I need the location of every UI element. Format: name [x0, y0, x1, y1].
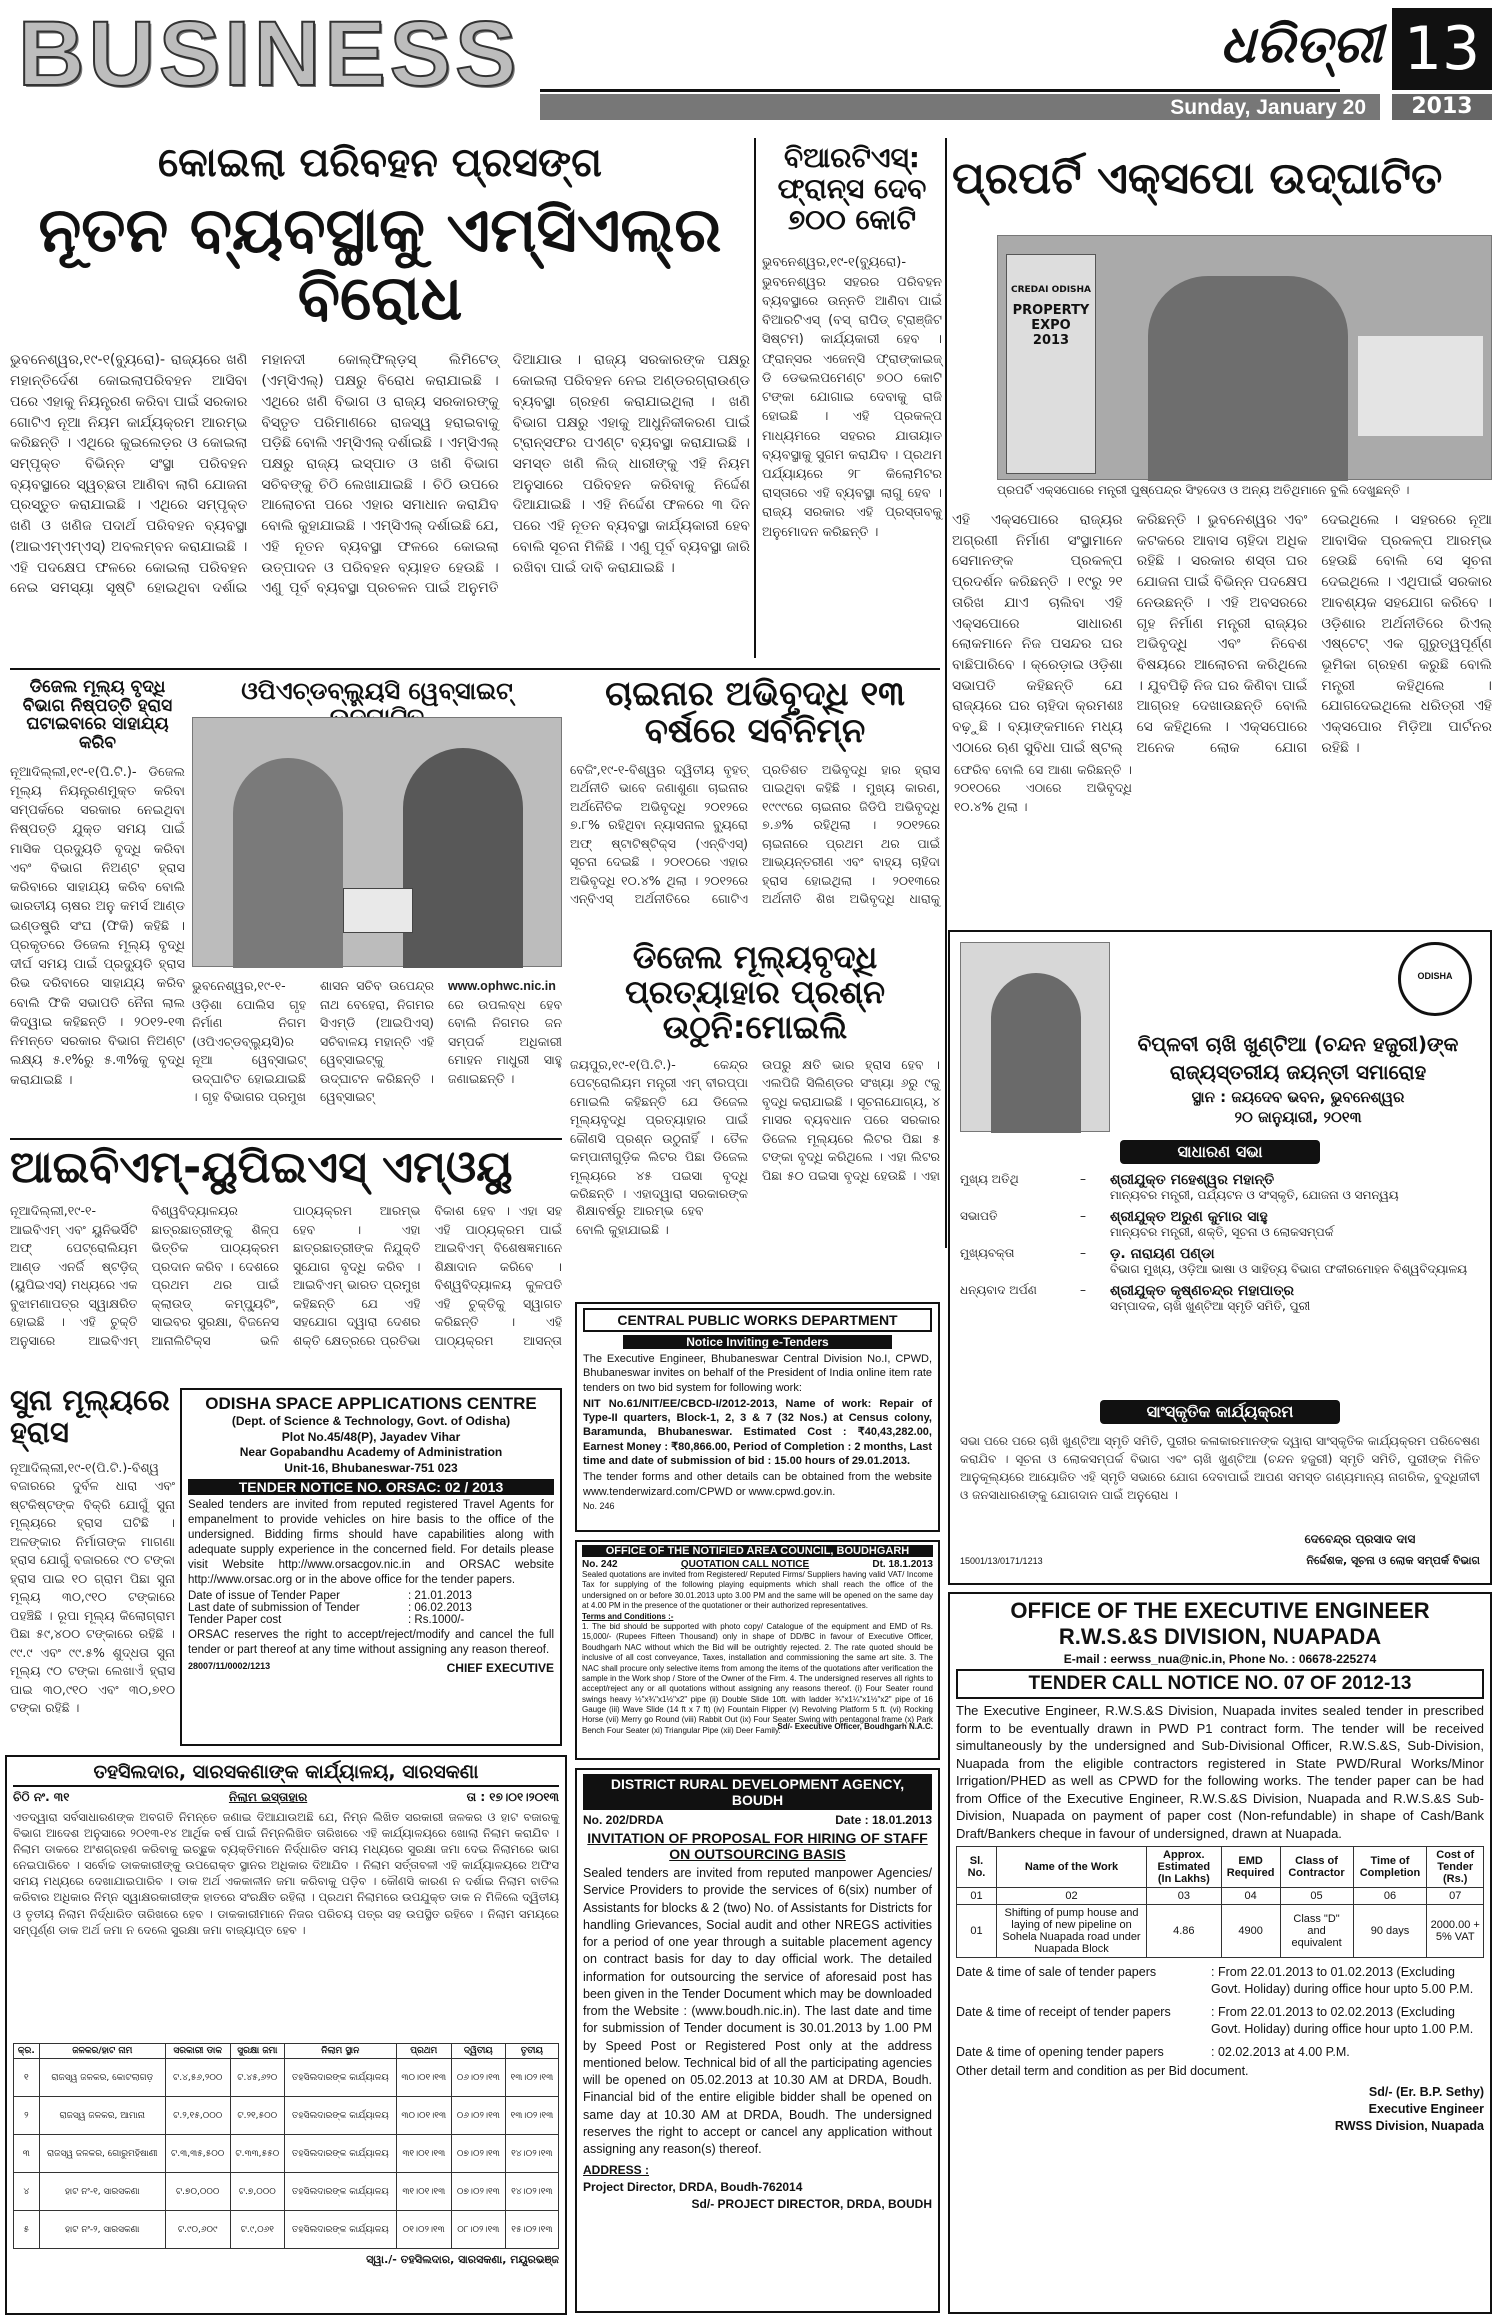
program-name: ଶ୍ରୀଯୁକ୍ତ ମହେଶ୍ୱର ମହାନ୍ତି	[1110, 1172, 1275, 1188]
table-number-row	[957, 1888, 1484, 1905]
diesel-rollback-headline: ଡିଜେଲ ମୂଲ୍ୟବୃଦ୍ଧି ପ୍ରତ୍ୟାହାର ପ୍ରଶ୍ନ ଉଠୁନି:ମୋଇଲି	[624, 938, 886, 1047]
page-number: 13	[1392, 8, 1492, 90]
column-header: ନିଲାମ ସ୍ଥାନ	[285, 2044, 396, 2059]
table-cell: ୦୧।୦୨।୧୩	[396, 2211, 451, 2249]
table-cell: ୧୪।୦୨।୧୩	[505, 2173, 558, 2211]
table-row	[14, 2135, 559, 2173]
tahasil-title: ତହସିଲଦାର, ସାରସକଣାଙ୍କ କାର୍ଯ୍ୟାଳୟ, ସାରସକଣା	[13, 1761, 559, 1787]
program-detail: ସମ୍ପାଦକ, ଚାଖି ଖୁଣ୍ଟିଆ ସ୍ମୃତି ସମିତି, ପୁରୀ	[1110, 1299, 1311, 1313]
nac-heading: QUOTATION CALL NOTICE	[680, 1559, 810, 1570]
table-cell: ତହସିଲଦାରଙ୍କ କାର୍ଯ୍ୟାଳୟ	[285, 2211, 396, 2249]
masthead	[0, 0, 1500, 120]
chakhi-signer: ଦେବେନ୍ଦ୍ର ପ୍ରସାଦ ଦାସ	[1304, 1532, 1416, 1546]
ibm-headline: ଆଇବିଏମ୍-ୟୁପିଇଏସ୍ ଏମ୍‌ଓୟୁ	[10, 1142, 513, 1193]
drda-date: Date : 18.01.2013	[835, 1813, 932, 1827]
program-role: ମୁଖ୍ୟବକ୍ତା	[960, 1246, 1015, 1260]
china-body: ବେଜିଂ,୧୯-୧-ବିଶ୍ୱର ଦ୍ୱିତୀୟ ବୃହତ୍ ଅର୍ଥନୀତି ଭାବେ ଜଣାଶୁଣା ଚାଇନାର ଅର୍ଥନୈତିକ ଅଭିବୃଦ୍ଧି ୨୦୧୨ରେ ୭.୮% ରହିଥିବା ନ୍ୟାସନାଲ ବ୍ୟୁରୋ ଅଫ୍ ଷ୍ଟାଟିଷ୍ଟିକ୍ସ (ଏନ୍‌ବିଏସ୍) ସୂଚନା ଦେଇଛି । ୨୦୧୦ରେ ଏହାର ଅଭିବୃଦ୍ଧି ୧୦.୪% ଥିଲା । ୨୦୧୨ରେ ଏନ୍‌ବିଏସ୍ ଅର୍ଥନୀତିରେ ଗୋଟିଏ ପ୍ରତିଶତ ଅଭିବୃଦ୍ଧି ହାର ହ୍ରାସ ପାଇଥିବା କହିଛି । ମୁଖ୍ୟ କାରଣ, ୧୯୯୯ରେ ଚାଇନାର ଜିଡିପି ଅଭିବୃଦ୍ଧି ୭.୬% ରହିଥିଲା । ୨୦୧୨ରେ ଚାଇନାରେ ପ୍ରଥମ ଥର ପାଇଁ ଆଭ୍ୟନ୍ତରୀଣ ଏବଂ ବାହ୍ୟ ଚାହିଦା ହ୍ରାସ ହୋଇଥିଲା । ୨୦୧୩ରେ ଅର୍ଥନୀତି ଶିଖ ଅଭିବୃଦ୍ଧି ଧାରାକୁ ଫେରିବ ବୋଲି ସେ ଆଶା କରିଛନ୍ତି । ୨୦୧୦ରେ ଏଠାରେ ଅଭିବୃଦ୍ଧି ୧୦.୪% ଥିଲା ।	[570, 761, 1132, 907]
date-bar	[540, 94, 1380, 120]
table-cell: ୪	[14, 2173, 40, 2211]
lead-headline: ନୂତନ ବ୍ୟବସ୍ଥାକୁ ଏମ୍‌ସିଏଲ୍‌ର ବିରୋଧ	[38, 193, 722, 335]
table-cell: ଟ.୭,୦୦୦	[230, 2173, 285, 2211]
table-cell: ୦୭।୦୨।୧୩	[451, 2135, 505, 2173]
rwss-contact: E-mail : eerwss_nua@nic.in, Phone No. : 06678-225274	[1063, 1652, 1377, 1666]
ibm-story	[10, 1140, 704, 1380]
osac-tender-no: TENDER NOTICE NO. ORSAC: 02 / 2013	[188, 1479, 554, 1495]
brts-body: ଭୁବନେଶ୍ୱର,୧୯-୧(ବ୍ୟୁରୋ)- ଭୁବନେଶ୍ୱର ସହରର ପରିବହନ ବ୍ୟବସ୍ଥାରେ ଉନ୍ନତି ଆଣିବା ପାଇଁ ବିଆରଟିଏସ୍ (ବସ୍ ରାପିଡ୍ ଟ୍ରାଞ୍ଜିଟ ସିଷ୍ଟମ) କାର୍ଯ୍ୟକାରୀ ହେବ । ଫ୍ରାନ୍ସର ଏଜେନ୍ସି ଫ୍ରାଙ୍କାଇଜ୍ ଡି ଡେଭଲପମେଣ୍ଟ ୭୦୦ କୋଟି ଟଙ୍କା ଯୋଗାଇ ଦେବାକୁ ରାଜି ହୋଇଛି । ଏହି ପ୍ରକଳ୍ପ ମାଧ୍ୟମରେ ସହରର ଯାତାୟାତ ବ୍ୟବସ୍ଥାକୁ ସୁଗମ କରାଯିବ । ପ୍ରଥମ ପର୍ଯ୍ୟାୟରେ ୨୮ କିଲୋମିଟର ରାସ୍ତାରେ ଏହି ବ୍ୟବସ୍ଥା ଲାଗୁ ହେବ । ରାଜ୍ୟ ସରକାର ଏହି ପ୍ରସ୍ତାବକୁ ଅନୁମୋଦନ କରିଛନ୍ତି ।	[762, 255, 942, 540]
rwss-tender: TENDER CALL NOTICE NO. 07 OF 2012-13	[956, 1669, 1484, 1699]
ophwc-text: ଭୁବନେଶ୍ୱର,୧୯-୧-ଓଡ଼ିଶା ପୋଲିସ ଗୃହ ନିର୍ମାଣ ନିଗମ (ଓପିଏଚ୍‌ଡବ୍ଲ୍ୟୁସି)ର ନୂଆ ୱେବ୍‌ସାଇଟ୍ ଉଦ୍‌ଘାଟିତ ହୋଇଯାଇଛି । ଗୃହ ବିଭାଗର ପ୍ରମୁଖ ଶାସନ ସଚିବ ଉପେନ୍ଦ୍ର ନାଥ ବେହେରା, ନିଗମର ସିଏମ୍‌ଡି (ଆଇପିଏସ୍) ସଚିବାଳୟ ମହାନ୍ତି ଏହି ୱେବ୍‌ସାଇଟ୍‌କୁ ଉଦ୍‌ଘାଟନ କରିଛନ୍ତି । ୱେବ୍‌ସାଇଟ୍	[192, 978, 434, 1104]
issue-date: Sunday, January 20	[1170, 96, 1366, 119]
column-header: ସୁରକ୍ଷା ଜମା	[230, 2044, 285, 2059]
rwss-table	[956, 1846, 1484, 1958]
program-name: ଡ଼. ନାରାୟଣ ପଣ୍ଡା	[1110, 1246, 1215, 1262]
program-name: ଶ୍ରୀଯୁକ୍ତ କୃଷ୍ଣଚନ୍ଦ୍ର ମହାପାତ୍ର	[1110, 1283, 1294, 1299]
column-header: EMD Required	[1221, 1847, 1280, 1888]
table-cell: 06	[1353, 1888, 1427, 1905]
table-cell: ରାଜସ୍ୱ ଜଳକର, ଆମାନା	[39, 2097, 165, 2135]
lead-body: ଭୁବନେଶ୍ୱର,୧୯-୧(ବ୍ୟୁରୋ)- ରାଜ୍ୟରେ ଖଣି ମହାନ୍ତିର୍ଦେଶ କୋଇଲାପରିବହନ ଆସିବା ପରେ ଏହାକୁ ନିୟନ୍ତ୍ରଣ କରିବା ପାଇଁ ସରକାର ଗୋଟିଏ ନୂଆ ନିୟମ କାର୍ଯ୍ୟକ୍ରମ ଆରମ୍ଭ କରିଛନ୍ତି । ଏଥିରେ କୁଇଲେଡ଼ର ଓ କୋଇଲା ସମ୍ପୃକ୍ତ ବିଭିନ୍ନ ସଂସ୍ଥା ପରିବହନ ବ୍ୟବସ୍ଥାରେ ସ୍ୱଚ୍ଛତା ଆଣିବା ଲାଗି ଯୋଜନା ପ୍ରସ୍ତୁତ କରାଯାଇଛି । ଏଥିରେ ସମ୍ପୃକ୍ତ ଖଣି ଓ ଖଣିଜ ପଦାର୍ଥ ପରିବହନ ବ୍ୟବସ୍ଥା (ଆଇଏମ୍‌ଏମ୍‌ଏସ୍) ଅବଲମ୍ବନ କରାଯାଇଛି । ଏହି ପଦକ୍ଷେପ ଫଳରେ କୋଇଲା ପରିବହନ ନେଇ ସମସ୍ୟା ସୃଷ୍ଟି ହୋଇଥିବା ଦର୍ଶାଇ ମହାନଦୀ କୋଲ୍‌ଫିଲ୍ଡ଼ସ୍ ଲିମିଟେଡ୍ (ଏମ୍‌ସିଏଲ୍) ପକ୍ଷରୁ ବିରୋଧ କରାଯାଇଛି । ଏଥିରେ ଖଣି ବିଭାଗ ଓ ରାଜ୍ୟ ସରକାରଙ୍କୁ ବିସ୍ତୃତ ପରିମାଣରେ ରାଜସ୍ୱ ହରାଇବାକୁ ପଡ଼ିଛି ବୋଲି ଏମ୍‌ସିଏଲ୍ ଦର୍ଶାଇଛି । ଏମ୍‌ସିଏଲ୍ ପକ୍ଷରୁ ରାଜ୍ୟ ଇସ୍ପାତ ଓ ଖଣି ବିଭାଗ ସଚିବଙ୍କୁ ଚିଠି ଲେଖାଯାଇଛି । ଚିଠି ଉପରେ ଆଲୋଚନା ପରେ ଏହାର ସମାଧାନ କରାଯିବ ବୋଲି କୁହାଯାଇଛି । ଏମ୍‌ସିଏଲ୍ ଦର୍ଶାଇଛି ଯେ, ଏହି ନୂତନ ବ୍ୟବସ୍ଥା ଫଳରେ କୋଇଲା ଉତ୍ପାଦନ ଓ ପରିବହନ ବ୍ୟାହତ ହେଉଛି । ଏଣୁ ପୂର୍ବ ବ୍ୟବସ୍ଥା ପ୍ରଚଳନ ପାଇଁ ଅନୁମତି ଦିଆଯାଉ । ରାଜ୍ୟ ସରକାରଙ୍କ ପକ୍ଷରୁ କୋଇଲା ପରିବହନ ନେଇ ଅଣ୍ଡରଗ୍ରାଉଣ୍ଡ ବ୍ୟବସ୍ଥା ଗ୍ରହଣ କରାଯାଇଥିଲା । ଖଣି ବିଭାଗ ପକ୍ଷରୁ ଏହାକୁ ଆଧୁନିକୀକରଣ ପାଇଁ ଟ୍ରାନ୍ସଫର ପଏଣ୍ଟ ବ୍ୟବସ୍ଥା କରାଯାଇଛି । ସମସ୍ତ ଖଣି ଲିଜ୍ ଧାରୀଙ୍କୁ ଏହି ନିୟମ ଅନୁସାରେ ପରିବହନ କରିବାକୁ ନିର୍ଦ୍ଦେଶ ଦିଆଯାଇଛି । ଏହି ନିର୍ଦ୍ଦେଶ ଫଳରେ ୩ ଦିନ ପରେ ଏହି ନୂତନ ବ୍ୟବସ୍ଥା କାର୍ଯ୍ୟକାରୀ ହେବ ବୋଲି ସୂଚନା ମିଳିଛି । ଏଣୁ ପୂର୍ବ ବ୍ୟବସ୍ଥା ଜାରି ରଖିବା ପାଇଁ ଦାବି କରାଯାଇଛି ।	[10, 352, 750, 597]
nac-notice	[575, 1540, 940, 1760]
program-rows: ମୁଖ୍ୟ ଅତିଥି – ଶ୍ରୀଯୁକ୍ତ ମହେଶ୍ୱର ମହାନ୍ତି ମାନ୍ୟବର ମନ୍ତ୍ରୀ, ପର୍ଯ୍ୟଟନ ଓ ସଂସ୍କୃତି, ଯୋଜନା ଓ ସମନ୍ୱୟ ସଭାପତି – ଶ୍ରୀଯୁକ୍ତ ଅରୁଣ କୁମାର ସାହୁ ମାନ୍ୟବର ମନ୍ତ୍ରୀ, ଶକ୍ତି, ସୂଚନା ଓ ଲୋକସମ୍ପର୍କ ମୁଖ୍ୟବକ୍ତା – ଡ଼. ନାରାୟଣ ପଣ୍ଡା ବିଭାଗ ମୁଖ୍ୟ, ଓଡ଼ିଆ ଭାଷା ଓ ସାହିତ୍ୟ ବିଭାଗ ଫକୀରମୋହନ ବିଶ୍ୱବିଦ୍ୟାଳୟ ଧନ୍ୟବାଦ ଅର୍ପଣ – ଶ୍ରୀଯୁକ୍ତ କୃଷ୍ଣଚନ୍ଦ୍ର ମହାପାତ୍ର ସମ୍ପାଦକ, ଚାଖି ଖୁଣ୍ଟିଆ ସ୍ମୃତି ସମିତି, ପୁରୀ	[960, 1172, 1480, 1320]
expo-photo	[997, 235, 1492, 480]
nac-date: Dt. 18.1.2013	[872, 1559, 933, 1570]
person-right	[403, 748, 523, 968]
china-story	[570, 672, 1132, 937]
rwss-date-label: Date & time of receipt of tender papers	[956, 2005, 1171, 2020]
portrait	[960, 942, 1110, 1132]
osac-date-label: Last date of submission of Tender	[188, 1602, 360, 1614]
table-cell: ହାଟ ନଂ-୨, ସାରସକଣା	[39, 2211, 165, 2249]
person-left	[233, 758, 343, 968]
rwss-title-2: R.W.S.&S DIVISION, NUAPADA	[1058, 1624, 1382, 1649]
diesel-rise-headline: ଡିଜେଲ ମୂଲ୍ୟ ବୃଦ୍ଧି ବିଭାଗ ନିଷ୍ପତ୍ତି ହ୍ରାସ ଘଟାଇବାରେ ସାହାଯ୍ୟ କରିବ	[22, 677, 173, 754]
program-role: ଧନ୍ୟବାଦ ଅର୍ପଣ	[960, 1283, 1037, 1297]
chakhi-header	[1118, 1032, 1478, 1126]
table-cell: ତହସିଲଦାରଙ୍କ କାର୍ଯ୍ୟାଳୟ	[285, 2173, 396, 2211]
column-header: ପ୍ରଥମ	[396, 2044, 451, 2059]
cultural-text: ସଭା ପରେ ପରେ ଚାଖି ଖୁଣ୍ଟିଆ ସ୍ମୃତି ସମିତି, ପୁରୀର କଳାକାରମାନଙ୍କ ଦ୍ୱାରା ସାଂସ୍କୃତିକ କାର୍ଯ୍ୟକ୍ରମ ପରିବେଷଣ କରାଯିବ । ସୂଚନା ଓ ଲୋକସମ୍ପର୍କ ବିଭାଗ ଏବଂ ଚାଖି ଖୁଣ୍ଟିଆ (ଚନ୍ଦନ ହଜୁରୀ) ସ୍ମୃତି ସମିତି, ପୁରୀଙ୍କ ମିଳିତ ଆନୁକୂଲ୍ୟରେ ଆୟୋଜିତ ଏହି ସ୍ମୃତି ସଭାରେ ଯୋଗ ଦେବାପାଇଁ ଆପଣ ସମସ୍ତ ଗଣ୍ୟମାନ୍ୟ ନାଗରିକ, ବୁଦ୍ଧିଜୀବୀ ଓ ଜନସାଧାରଣଙ୍କୁ ଯୋଗଦାନ ପାଇଁ ଅନୁରୋଧ ।	[960, 1434, 1480, 1502]
tahasil-body: ଏତଦ୍ୱାରା ସର୍ବସାଧାରଣଙ୍କ ଅବଗତି ନିମନ୍ତେ ଜଣାଇ ଦିଆଯାଉଅଛି ଯେ, ନିମ୍ନ ଲିଖିତ ସରକାରୀ ଜଳକର ଓ ହାଟ ବଜାରକୁ ବିଭାଗ ଆଦେଶ ଅନୁସାରେ ୨୦୧୩-୧୪ ଆର୍ଥିକ ବର୍ଷ ପାଇଁ ନିମ୍ନଲିଖିତ ତାରିଖରେ ଏହି କାର୍ଯ୍ୟାଳୟରେ ଖୋଲା ନିଲାମ କରାଯିବ । ନିଲାମ ଡାକରେ ଅଂଶଗ୍ରହଣ କରିବାକୁ ଇଚ୍ଛୁକ ବ୍ୟକ୍ତିମାନେ ନିର୍ଦ୍ଧାରିତ ସମୟ ମଧ୍ୟରେ ସୁରକ୍ଷା ଜମା ଦେଇ ନିଲାମରେ ଭାଗ ନେଇପାରିବେ । ସର୍ବୋଚ୍ଚ ଡାକକାରୀଙ୍କୁ ଉପରୋକ୍ତ ସ୍ଥାନର ଅଧିକାର ଦିଆଯିବ । ନିଲାମ ସର୍ତ୍ତାବଳୀ ଏହି କାର୍ଯ୍ୟାଳୟରେ ଅଫିସ ସମୟ ମଧ୍ୟରେ ଦେଖାଯାଇପାରିବ । ଡାକ ଅର୍ଥ ଏକକାଳୀନ ଜମା କରିବାକୁ ପଡ଼ିବ । କୌଣସି କାରଣ ନ ଦର୍ଶାଇ ନିଲାମ ବାତିଲ କରିବାର ଅଧିକାର ନିମ୍ନ ସ୍ୱାକ୍ଷରକାରୀଙ୍କ ହାତରେ ସଂରକ୍ଷିତ ରହିଲା । ପ୍ରଥମ ନିଲାମରେ ଉପଯୁକ୍ତ ଡାକ ନ ମିଳିଲେ ଦ୍ୱିତୀୟ ଓ ତୃତୀୟ ନିଲାମ ନିର୍ଦ୍ଧାରିତ ତାରିଖରେ ହେବ । ଡାକକାରୀମାନେ ନିଜର ପରିଚୟ ପତ୍ର ସହ ଉପସ୍ଥିତ ରହିବେ । ନିଲାମ ସମୟରେ ସମ୍ପୂର୍ଣ୍ଣ ଡାକ ଅର୍ଥ ଜମା ନ ଦେଲେ ସୁରକ୍ଷା ଜମା ବାଜ୍ୟାପ୍ତ ହେବ ।	[13, 1810, 559, 1937]
expo-caption: ପ୍ରପର୍ଟି ଏକ୍ସପୋରେ ମନ୍ତ୍ରୀ ପୁଷ୍ପେନ୍ଦ୍ର ସିଂହଦେଓ ଓ ଅନ୍ୟ ଅତିଥିମାନେ ବୁଲି ଦେଖୁଛନ୍ତି ।	[997, 483, 1410, 497]
tahasil-notice	[5, 1755, 567, 2315]
nac-terms-title: Terms and Conditions :-	[582, 1611, 674, 1621]
osac-body: Sealed tenders are invited from reputed registered Travel Agents for empanelment to provide vehicles on hire basis to the office of the undersigned. Bidding firms should have capabilities along with adequate supply experience in the concerned field. For details please visit Website http://www.orsacgov.nic.in and ORSAC website http://www.orsac.org or in the above office for the tender papers.	[188, 1499, 554, 1587]
osac-date-value: : Rs.1000/-	[408, 1614, 465, 1626]
osac-date-value: : 21.01.2013	[408, 1590, 472, 1602]
table-cell: 4.86	[1147, 1905, 1222, 1958]
rwss-date-value: : 02.02.2013 at 4.00 P.M.	[1211, 2044, 1350, 2059]
cpwd-title: CENTRAL PUBLIC WORKS DEPARTMENT	[583, 1308, 932, 1332]
osac-footer: ORSAC reserves the right to accept/reject/modify and cancel the full tender or part thereof at any time without assigning any reason thereof.	[188, 1629, 554, 1656]
table-row	[14, 2173, 559, 2211]
rwss-body: The Executive Engineer, R.W.S.&S Division, Nuapada invites sealed tender in prescribed form to be eventually drawn in PWD P1 contract form. The tender will be received simultaneously by the undersigned and Sub-Divisional Officer, R.W.S.&S, Sub-Division, Nuapada from the eligible contractors registered in State PWD/Rural Works/Minor Irrigation/PHED as well as CPWD for the following works. The tender paper can be had from Office of the Executive Engineer, R.W.S.&S Division, Nuapada and R.W.S.&S Sub-Division, Nuapada on payment of paper cost (Non-refundable) in shape of Cash/Bank Draft/Bankers cheque in favour of undersigned, drawn at Nuapada.	[956, 1703, 1484, 1841]
table-cell: ୦୬।୦୨।୧୩	[451, 2097, 505, 2135]
table-row	[14, 2059, 559, 2097]
expo-headline: ପ୍ରପର୍ଟି ଏକ୍ସପୋ ଉଦ୍‌ଘାଟିତ	[952, 153, 1443, 204]
table-row	[14, 2097, 559, 2135]
table-cell: ୩୦।୦୧।୧୩	[396, 2059, 451, 2097]
table-cell: ୨	[14, 2097, 40, 2135]
table-cell: ଟ.୪,୫୬,୨୦୦	[165, 2059, 230, 2097]
tahasil-sign: ସ୍ୱା./- ତହସିଲଦାର, ସାରସକଣା, ମୟୂରଭଞ୍ଜ	[366, 2253, 559, 2266]
table-cell: Class "D" and equivalent	[1280, 1905, 1353, 1958]
newspaper-logo: ଧରିତ୍ରୀ	[1220, 14, 1383, 75]
nac-sign: Sd/- Executive Officer, Boudhgarh N.A.C.	[777, 1721, 933, 1731]
table-cell: ୧	[14, 2059, 40, 2097]
column-header: Cost of Tender (Rs.)	[1427, 1847, 1484, 1888]
cpwd-body: The Executive Engineer, Bhubaneswar Central Division No.I, CPWD, Bhubaneswar invites on behalf of the President of India online item rate tenders on two bid system for following work:	[583, 1353, 932, 1394]
table-cell: ୧୩।୦୨।୧୩	[505, 2059, 558, 2097]
tahasil-no: ଚିଠି ନଂ. ୩୧	[13, 1790, 70, 1804]
rwss-sign: RWSS Division, Nuapada	[1334, 2119, 1484, 2133]
program-role: ମୁଖ୍ୟ ଅତିଥି	[960, 1172, 1019, 1186]
table-cell: ରାଜସ୍ୱ ଜଳକର, କୋଟଲାଗଡ଼	[39, 2059, 165, 2097]
ophwc-url[interactable]: www.ophwc.nic.in	[448, 979, 556, 993]
cpwd-ref: No. 246	[583, 1500, 615, 1511]
table-cell: ଟ.୯୦,୬୦୯	[165, 2211, 230, 2249]
table-cell: 4900	[1221, 1905, 1280, 1958]
table-cell: 05	[1280, 1888, 1353, 1905]
drda-heading: INVITATION OF PROPOSAL FOR HIRING OF STAFF ON OUTSOURCING BASIS	[587, 1830, 928, 1862]
osac-address	[188, 1414, 554, 1476]
cpwd-notice	[575, 1302, 940, 1532]
osac-title: ODISHA SPACE APPLICATIONS CENTRE	[205, 1394, 537, 1413]
table-row	[14, 2211, 559, 2249]
table-cell: ଟ.୭୦,୦୦୦	[165, 2173, 230, 2211]
table-header-row	[957, 1847, 1484, 1888]
table-cell: ୫	[14, 2211, 40, 2249]
table-cell: 02	[997, 1888, 1147, 1905]
expo-body-side	[952, 330, 992, 331]
table-cell: ରାଜସ୍ୱ ଜଳକର, ଗୋରୁମହିଷାଣୀ	[39, 2135, 165, 2173]
cpwd-nit: NIT No.61/NIT/EE/CBCD-I/2012-2013, Name of work: Repair of Type-II quarters, Block-1, 2, 3 & 7 (32 Nos.) at Census colony, Baramunda, Bhubaneswar. Estimated Cost : ₹40,43,282.00, Earnest Money : ₹80,866.00, Period of Completion : 2 months, Last time and date of submission of bid : 15.00 hours of 29.01.2013.	[583, 1397, 932, 1468]
column-divider	[945, 138, 947, 1248]
table-header-row	[14, 2044, 559, 2059]
tahasil-heading: ନିଲାମ ଇସ୍ତାହାର	[228, 1790, 308, 1804]
osac-date-label: Tender Paper cost	[188, 1614, 282, 1626]
nac-terms: 1. The bid should be supported with photo copy/ Catalogue of the equipment and EMD of Rs. 15,000/- (Rupees Fifteen Thousand) only in shape of DD/BC in favour of Executive Officer, Boudhgarh NAC without which the Bid will be outrightly rejected. 2. The rate quoted should be inclusive of all cost conveyance, Taxes, installation and commissioning the same art site. 3. The NAC shall procure only selective items from among the items of the quotations after verification the sample in the Work shop / Store of the Owner of the Firm. 4. The undersigned reserves all rights to accept/reject any or all quotations without assigning any reasons thereof. (i) Four Seater round swings heavy ½"x¾"x1½"x2" pipe (ii) Double Slide 10ft. with ladder ¾"x1¼"x1½"x2" pipe of 16 Gauge (iii) Wave Slide (14 ft x 7 ft) (iv) Fountain Flipper (v) Revolving Platform 5 ft. (vi) Rocking Horse (vii) Merry go Round (viii) Rabbit Out (ix) Four Seater Swing with pentagonal frame (x) Park Bench Four Seater (xi) Triangular Pipe (xii) Deer Family.	[582, 1621, 933, 1735]
chakhi-notice	[948, 930, 1492, 1585]
drda-address: Project Director, DRDA, Boudh-762014	[583, 2180, 803, 2195]
table-cell: ୦୭।୦୨।୧୩	[451, 2173, 505, 2211]
table-cell: ଟ.୪୫,୬୨୦	[230, 2059, 285, 2097]
column-header: Name of the Work	[997, 1847, 1147, 1888]
ophwc-story	[192, 672, 562, 1137]
exhibit-models	[1358, 336, 1483, 436]
chakhi-date: ୨୦ ଜାନୁୟାରୀ, ୨୦୧୩	[1234, 1108, 1362, 1126]
gold-headline: ସୁନା ମୂଲ୍ୟରେ ହ୍ରାସ	[10, 1383, 170, 1449]
nac-no: No. 242	[582, 1559, 618, 1570]
issue-year: 2013	[1392, 94, 1492, 120]
portrait-figure	[991, 973, 1081, 1133]
drda-no: No. 202/DRDA	[583, 1813, 664, 1827]
tahasil-table	[13, 2043, 559, 2249]
rwss-date-value: : From 22.01.2013 to 01.02.2013 (Excluding Govt. Holiday) during office hour upto 5.00 P.M.	[1211, 1965, 1474, 1997]
table-cell: ଟ.୩୩,୫୫୦	[230, 2135, 285, 2173]
diesel-rollback-story	[570, 940, 940, 1300]
rwss-date-label: Date & time of opening tender papers	[956, 2044, 1164, 2059]
brts-headline: ବିଆରଟିଏସ୍: ଫ୍ରାନ୍ସ ଦେବ ୭୦୦ କୋଟି	[777, 141, 927, 236]
table-cell: ଟ.୨୧,୫୦୦	[230, 2097, 285, 2135]
table-cell: ୩	[14, 2135, 40, 2173]
rwss-sign: Executive Engineer	[1368, 2102, 1484, 2117]
expo-body: ଏହି ଏକ୍ସପୋରେ ରାଜ୍ୟର ଅଗ୍ରଣୀ ନିର୍ମାଣ ସଂସ୍ଥାମାନେ ସେମାନଙ୍କ ପ୍ରକଳ୍ପ ପ୍ରଦର୍ଶନ କରିଛନ୍ତି । ୧୯ରୁ ୨୧ ତାରିଖ ଯାଏ ଚାଲିବା ଏହି ଏକ୍ସପୋରେ ସାଧାରଣ ଲୋକମାନେ ନିଜ ପସନ୍ଦର ଘର ବାଛିପାରିବେ । କ୍ରେଡ଼ାଇ ଓଡ଼ିଶା ସଭାପତି କହିଛନ୍ତି ଯେ ରାଜ୍ୟରେ ଘର ଚାହିଦା କ୍ରମଶଃ ବଢ଼ୁଛି । ବ୍ୟାଙ୍କମାନେ ମଧ୍ୟ ଏଠାରେ ଋଣ ସୁବିଧା ପାଇଁ ଷ୍ଟଲ୍ କରିଛନ୍ତି । ଭୁବନେଶ୍ୱର ଏବଂ କଟକରେ ଆବାସ ଚାହିଦା ଅଧିକ ରହିଛି । ସରକାର ଶସ୍ତା ଘର ଯୋଜନା ପାଇଁ ବିଭିନ୍ନ ପଦକ୍ଷେପ ନେଉଛନ୍ତି । ଏହି ଅବସରରେ ଗୃହ ନିର୍ମାଣ ମନ୍ତ୍ରୀ ରାଜ୍ୟର ଅଭିବୃଦ୍ଧି ଏବଂ ନିବେଶ ବିଷୟରେ ଆଲୋଚନା କରିଥିଲେ । ଯୁବପିଢ଼ି ନିଜ ଘର କିଣିବା ପାଇଁ ଆଗ୍ରହ ଦେଖାଉଛନ୍ତି ବୋଲି ସେ କହିଥିଲେ । ଏକ୍ସପୋରେ ଅନେକ ଲୋକ ଯୋଗ ଦେଇଥିଲେ । ସହରରେ ନୂଆ ଆବାସିକ ପ୍ରକଳ୍ପ ଆରମ୍ଭ ହେଉଛି ବୋଲି ସେ ସୂଚନା ଦେଇଥିଲେ । ଏଥିପାଇଁ ସରକାର ଆବଶ୍ୟକ ସହଯୋଗ କରିବେ । ଓଡ଼ିଶାର ଅର୍ଥନୀତିରେ ରିଏଲ୍ ଏଷ୍ଟେଟ୍ ଏକ ଗୁରୁତ୍ୱପୂର୍ଣ୍ଣ ଭୂମିକା ଗ୍ରହଣ କରୁଛି ବୋଲି ମନ୍ତ୍ରୀ କହିଥିଲେ । ଯୋଗଦେଇଥିଲେ ଧରିତ୍ରୀ ଏହି ଏକ୍ସପୋର ମିଡ଼ିଆ ପାର୍ଟନର ରହିଛି ।	[952, 512, 1492, 756]
ophwc-photo	[192, 717, 562, 967]
table-cell: ତହସିଲଦାରଙ୍କ କାର୍ଯ୍ୟାଳୟ	[285, 2135, 396, 2173]
table-cell: ଟ.୨,୧୫,୦୦୦	[165, 2097, 230, 2135]
ophwc-text-2: ରେ ଉପଲବ୍ଧ ହେବ ବୋଲି ନିଗମର ଜନ ସମ୍ପର୍କ ଅଧିକାରୀ ମୋହନ ମାଧୁରୀ ସାହୁ ଜଣାଇଛନ୍ତି ।	[448, 996, 562, 1086]
chakhi-title: ବିପ୍ଳବୀ ଚାଖି ଖୁଣ୍ଟିଆ (ଚନ୍ଦନ ହଜୁରୀ)ଙ୍କ	[1137, 1032, 1459, 1056]
drda-sign: Sd/- PROJECT DIRECTOR, DRDA, BOUDH	[691, 2196, 932, 2211]
drda-address-label: ADDRESS :	[583, 2163, 650, 2178]
expo-banner-text: PROPERTY EXPO 2013	[1012, 303, 1090, 348]
chakhi-subtitle: ରାଜ୍ୟସ୍ତରୀୟ ଜୟନ୍ତୀ ସମାରୋହ	[1169, 1060, 1427, 1084]
osac-ref: 28007/11/0002/1213	[188, 1660, 271, 1671]
table-cell: 90 days	[1353, 1905, 1427, 1958]
drda-notice	[575, 1768, 940, 2313]
osac-sign: CHIEF EXECUTIVE	[446, 1660, 554, 1675]
table-cell: Shifting of pump house and laying of new pipeline on Sohela Nuapada road under Nuapada Block	[997, 1905, 1147, 1958]
table-cell: 01	[957, 1905, 997, 1958]
osac-address-line: (Dept. of Science & Technology, Govt. of Odisha)	[231, 1414, 511, 1428]
program-detail: ବିଭାଗ ମୁଖ୍ୟ, ଓଡ଼ିଆ ଭାଷା ଓ ସାହିତ୍ୟ ବିଭାଗ ଫକୀରମୋହନ ବିଶ୍ୱବିଦ୍ୟାଳୟ	[1110, 1262, 1468, 1276]
osac-notice	[180, 1388, 562, 1746]
rwss-other: Other detail term and condition as per Bid document.	[956, 2063, 1249, 2078]
table-cell: 01	[957, 1888, 997, 1905]
column-header: ଜଳକର/ହାଟ ନାମ	[39, 2044, 165, 2059]
rwss-sign: Sd/- (Er. B.P. Sethy)	[1368, 2085, 1484, 2100]
column-header: Time of Completion	[1353, 1847, 1427, 1888]
cultural-label: ସାଂସ୍କୃତିକ କାର୍ଯ୍ୟକ୍ରମ	[1100, 1400, 1340, 1424]
osac-address-line: Plot No.45/48(P), Jayadev Vihar	[281, 1429, 461, 1444]
table-cell: ୧୪।୦୨।୧୩	[505, 2135, 558, 2173]
nac-body: Sealed quotations are invited from Registered/ Reputed Firms/ Suppliers having valid VAT/ Income Tax for supplying of the following playing equipments which shall reach the office of the undersigned on or before 30.01.2013 upto 3.00 PM and the same will be opened on the same day at 4.00 PM in the presence of the quotationer or their authorized representatives.	[582, 1570, 933, 1611]
column-header: Approx. Estimated (In Lakhs)	[1147, 1847, 1222, 1888]
cpwd-footer: The tender forms and other details can be obtained from the website www.tenderwizard.com/CPWD or www.cpwd.gov.in.	[583, 1471, 932, 1498]
table-cell: ହାଟ ନଂ-୧, ସାରସକଣା	[39, 2173, 165, 2211]
osac-address-line: Unit-16, Bhubaneswar-751 023	[284, 1460, 458, 1475]
osac-address-line: Near Gopabandhu Academy of Administration	[239, 1445, 503, 1460]
table-cell: ୩୧।୦୧।୧୩	[396, 2173, 451, 2211]
table-cell: ୧୩।୦୨।୧୩	[505, 2097, 558, 2135]
rwss-title-1: OFFICE OF THE EXECUTIVE ENGINEER	[1010, 1598, 1430, 1623]
table-cell: ୧୫।୦୨।୧୩	[505, 2211, 558, 2249]
table-cell: 07	[1427, 1888, 1484, 1905]
table-cell: 03	[1147, 1888, 1222, 1905]
table-cell: ତହସିଲଦାରଙ୍କ କାର୍ଯ୍ୟାଳୟ	[285, 2097, 396, 2135]
program-detail: ମାନ୍ୟବର ମନ୍ତ୍ରୀ, ଶକ୍ତି, ସୂଚନା ଓ ଲୋକସମ୍ପର୍କ	[1110, 1225, 1334, 1239]
osac-date-label: Date of issue of Tender Paper	[188, 1590, 340, 1602]
tahasil-date: ତା : ୧୭।୦୧।୨୦୧୩	[466, 1790, 559, 1804]
table-cell: 04	[1221, 1888, 1280, 1905]
expo-org: CREDAI ODISHA	[1010, 285, 1092, 295]
column-divider	[754, 138, 756, 658]
drda-title: DISTRICT RURAL DEVELOPMENT AGENCY, BOUDH	[583, 1774, 932, 1810]
cpwd-subtitle: Notice Inviting e-Tenders	[623, 1335, 892, 1349]
program-role: ସଭାପତି	[960, 1209, 998, 1223]
ophwc-headline: ଓପିଏଚ୍‌ଡବ୍ଲ୍ୟୁସି ୱେବ୍‌ସାଇଟ୍	[241, 677, 513, 705]
table-cell: ୩୦।୦୧।୧୩	[396, 2097, 451, 2135]
section-title: BUSINESS	[18, 3, 521, 105]
china-headline: ଚାଇନାର ଅଭିବୃଦ୍ଧି ୧୩ ବର୍ଷରେ ସର୍ବନିମ୍ନ	[605, 674, 905, 752]
expo-banner	[1006, 254, 1096, 474]
osac-date-value: : 06.02.2013	[408, 1602, 472, 1614]
diesel-rise-story	[10, 672, 185, 1137]
table-cell: ୦୮।୦୨।୧୩	[451, 2211, 505, 2249]
lead-story	[10, 135, 750, 665]
chakhi-ref: 15001/13/0171/1213	[960, 1556, 1043, 1566]
rwss-date-value: : From 22.01.2013 to 02.02.2013 (Excluding Govt. Holiday) during office hour upto 1.00 P.M.	[1211, 2005, 1474, 2036]
sabha-label: ସାଧାରଣ ସଭା	[1120, 1140, 1320, 1164]
rwss-date-label: Date & time of sale of tender papers	[956, 1965, 1157, 1980]
drda-body: Sealed tenders are invited from reputed manpower Agencies/ Service Providers to provide the services of 6(six) number of Assistants for blocks & 2 (two) No. of Assistants for Districts for handling Grievances, Social audit and other NREGS activities for a period of one year through a suitable placement agency on contract basis for day to day official work. The detailed information for outsourcing the service of aforesaid post has been given in the Tender Document which may be downloaded from the Website : (www.boudh.nic.in). The last date and time for submission of Tender document is 30.01.2013 by 1.00 PM by Speed Post or Registered Post only at the address mentioned below. Technical bid of all the participating agencies will be opened on 05.02.2013 at 10.30 AM at DRDA, Boudh. Financial bid of the entire eligible bidder shall be opened on same day at 10.30 AM at DRDA, Boudh. The undersigned reserves the right to accept or cancel any application without assigning any reason(s) thereof.	[583, 1866, 932, 2156]
emblem-icon: ODISHA	[1417, 971, 1453, 981]
lead-kicker: କୋଇଲା ପରିବହନ ପ୍ରସଙ୍ଗ	[158, 140, 602, 186]
column-header: ତୃତୀୟ	[505, 2044, 558, 2059]
column-header: ସରକାରୀ ଡାକ	[165, 2044, 230, 2059]
diesel-rollback-body: ଜୟପୁର,୧୯-୧(ପି.ଟି.)- କେନ୍ଦ୍ର ପେଟ୍ରୋଲିୟମ ମନ୍ତ୍ରୀ ଏମ୍ ବୀରପ୍ପା ମୋଇଲି କହିଛନ୍ତି ଯେ ଡିଜେଲ ମୂଲ୍ୟବୃଦ୍ଧି ପ୍ରତ୍ୟାହାର ପାଇଁ କୌଣସି ପ୍ରଶ୍ନ ଉଠୁନାହିଁ । ତୈଳ କମ୍ପାନୀଗୁଡ଼ିକ ଲିଟର ପିଛା ଡିଜେଲ ମୂଲ୍ୟରେ ୪୫ ପଇସା ବୃଦ୍ଧି କରିଛନ୍ତି । ଏହାଦ୍ୱାରା ସରକାରଙ୍କ ଉପରୁ କ୍ଷତି ଭାର ହ୍ରାସ ହେବ । ଏଲପିଜି ସିଲିଣ୍ଡର ସଂଖ୍ୟା ୬ରୁ ୯କୁ ବୃଦ୍ଧି କରାଯାଇଛି । ସୂଚନାଯୋଗ୍ୟ, ୪ ମାସର ବ୍ୟବଧାନ ପରେ ସରକାର ଡିଜେଲ ମୂଲ୍ୟରେ ଲିଟର ପିଛା ୫ ଟଙ୍କା ବୃଦ୍ଧି କରିଥିଲେ । ଏହା ଲିଟର ପିଛା ୫୦ ପଇସା ବୃଦ୍ଧି ହେଉଛି । ଏହା	[570, 1056, 940, 1202]
odisha-emblem	[1398, 942, 1472, 1016]
table-cell: 2000.00 + 5% VAT	[1427, 1905, 1484, 1958]
table-cell: ଟ.୩,୩୫,୫୦୦	[165, 2135, 230, 2173]
row-divider	[10, 668, 940, 670]
ophwc-body	[192, 977, 562, 1132]
column-header: ଦ୍ୱିତୀୟ	[451, 2044, 505, 2059]
ibm-body: ନୂଆଦିଲ୍ଲୀ,୧୯-୧-ଆଇବିଏମ୍ ଏବଂ ୟୁନିଭର୍ସିଟି ଅଫ୍ ପେଟ୍ରୋଲିୟମ ଆଣ୍ଡ ଏନର୍ଜି ଷ୍ଟଡ଼ିଜ୍ (ୟୁପିଇଏସ୍) ମଧ୍ୟରେ ଏକ ବୁଝାମଣାପତ୍ର ସ୍ୱାକ୍ଷରିତ ହୋଇଛି । ଏହି ଚୁକ୍ତି ଅନୁସାରେ ଆଇବିଏମ୍ ବିଶ୍ୱବିଦ୍ୟାଳୟର ଛାତ୍ରଛାତ୍ରୀଙ୍କୁ ଶିଳ୍ପ ଭିତ୍ତିକ ପାଠ୍ୟକ୍ରମ ପ୍ରଦାନ କରିବ । ଦେଶରେ ପ୍ରଥମ ଥର ପାଇଁ କ୍ଲାଉଡ୍ କମ୍ପ୍ୟୁଟିଂ, ସାଇବର ସୁରକ୍ଷା, ବିଜନେସ ଆନାଲିଟିକ୍ସ ଭଳି ପାଠ୍ୟକ୍ରମ ଆରମ୍ଭ ହେବ । ଏହା ଛାତ୍ରଛାତ୍ରୀଙ୍କ ନିଯୁକ୍ତି ସୁଯୋଗ ବୃଦ୍ଧି କରିବ । ଆଇବିଏମ୍ ଭାରତ ପ୍ରମୁଖ କହିଛନ୍ତି ଯେ ଏହି ସହଯୋଗ ଦ୍ୱାରା ଦେଶର ଶକ୍ତି କ୍ଷେତ୍ରରେ ପ୍ରତିଭା ବିକାଶ ହେବ । ଏହା ସହ ଏହି ପାଠ୍ୟକ୍ରମ ପାଇଁ ଆଇବିଏମ୍ ବିଶେଷଜ୍ଞମାନେ ଶିକ୍ଷାଦାନ କରିବେ । ବିଶ୍ୱବିଦ୍ୟାଳୟ କୁଳପତି ଏହି ଚୁକ୍ତିକୁ ସ୍ୱାଗତ କରିଛନ୍ତି । ଏହି ପାଠ୍ୟକ୍ରମ ଆସନ୍ତା ଶିକ୍ଷାବର୍ଷରୁ ଆରମ୍ଭ ହେବ ବୋଲି କୁହାଯାଇଛି ।	[10, 1203, 704, 1348]
brts-story	[762, 135, 942, 660]
column-header: Sl. No.	[957, 1847, 997, 1888]
table-cell: ୩୧।୦୧।୧୩	[396, 2135, 451, 2173]
rwss-dates	[956, 1964, 1484, 2060]
chakhi-venue: ସ୍ଥାନ : ଜୟଦେବ ଭବନ, ଭୁବନେଶ୍ୱର	[1191, 1088, 1405, 1106]
column-header: Class of Contractor	[1280, 1847, 1353, 1888]
nac-title: OFFICE OF THE NOTIFIED AREA COUNCIL, BOUDHGARH	[582, 1545, 933, 1557]
osac-dates	[188, 1590, 554, 1626]
table-cell: ତହସିଲଦାରଙ୍କ କାର୍ଯ୍ୟାଳୟ	[285, 2059, 396, 2097]
laptop	[343, 888, 413, 933]
diesel-rise-body: ନୂଆଦିଲ୍ଲୀ,୧୯-୧(ପି.ଟି.)- ଡିଜେଲ ମୂଲ୍ୟ ନିୟନ୍ତ୍ରଣମୁକ୍ତ କରିବା ସମ୍ପର୍କରେ ସରକାର ନେଇଥିବା ନିଷ୍ପତ୍ତି ଯୁକ୍ତ ସମୟ ପାଇଁ ମାସିକ ପ୍ରଦ୍ୟୁତି ବୃଦ୍ଧି କରିବା ଏବଂ ବିଭାଗ ନିଅଣ୍ଟ ହ୍ରାସ କରିବାରେ ସାହାଯ୍ୟ କରିବ ବୋଲି ଭାରତୀୟ ଚାଷର ଅନୁ କମର୍ସ ଆଣ୍ଡ ଇଣ୍ଡଷ୍ଟ୍ରି ସଂଘ (ଫିକି) କହିଛି । ପ୍ରକୃତରେ ଡିଜେଲ ମୂଲ୍ୟ ବୃଦ୍ଧି ଦୀର୍ଘ ସମୟ ପାଇଁ ପ୍ରଦ୍ୟୁତି ହ୍ରାସ ରିଭ ଦରିବାରେ ସାହାଯ୍ୟ କରିବ ବୋଲି ଫିକି ସଭାପତି ନୈନା ଲାଲ କିଦ୍ୱାଇ କହିଛନ୍ତି । ୨୦୧୨-୧୩ ନିମନ୍ତେ ସରକାର ବିଭାଗ ନିଅଣ୍ଟ ଲକ୍ଷ୍ୟ ୫.୧%ରୁ ୫.୩%କୁ ବୃଦ୍ଧି କରାଯାଇଛି ।	[10, 764, 185, 1088]
people-silhouettes	[1148, 276, 1348, 481]
program-detail: ମାନ୍ୟବର ମନ୍ତ୍ରୀ, ପର୍ଯ୍ୟଟନ ଓ ସଂସ୍କୃତି, ଯୋଜନା ଓ ସମନ୍ୱୟ	[1110, 1188, 1399, 1202]
table-cell: ୦୬।୦୨।୧୩	[451, 2059, 505, 2097]
gold-story	[10, 1385, 175, 1745]
program-name: ଶ୍ରୀଯୁକ୍ତ ଅରୁଣ କୁମାର ସାହୁ	[1110, 1209, 1268, 1225]
table-cell: ଟ.୯,୦୬୧	[230, 2211, 285, 2249]
rwss-notice	[948, 1592, 1492, 2314]
table-row	[957, 1905, 1484, 1958]
gold-body: ନୂଆଦିଲ୍ଲୀ,୧୯-୧(ପି.ଟି.)-ବିଶ୍ୱ ବଜାରରେ ଦୁର୍ବଳ ଧାରା ଏବଂ ଷ୍ଟକିଷ୍ଟଙ୍କ ବିକ୍ରି ଯୋଗୁଁ ସୁନା ମୂଲ୍ୟରେ ହ୍ରାସ ଘଟିଛି । ଅଳଙ୍କାର ନିର୍ମାତାଙ୍କ ମାଗଣା ହ୍ରାସ ଯୋଗୁଁ ବଜାରରେ ୯୦ ଟଙ୍କା ହ୍ରାସ ପାଇ ୧୦ ଗ୍ରାମ ପିଛା ସୁନା ମୂଲ୍ୟ ୩୦,୯୧୦ ଟଙ୍କାରେ ପହଞ୍ଚିଛି । ରୂପା ମୂଲ୍ୟ କିଲୋଗ୍ରାମ ପିଛା ୫୯,୪୦୦ ଟଙ୍କାରେ ରହିଛି । ୯୯.୯ ଏବଂ ୯୯.୫% ଶୁଦ୍ଧତା ସୁନା ମୂଲ୍ୟ ୯୦ ଟଙ୍କା ଲେଖାଏଁ ହ୍ରାସ ପାଇ ୩୦,୯୧୦ ଏବଂ ୩୦,୭୧୦ ଟଙ୍କା ରହିଛି ।	[10, 1459, 175, 1716]
chakhi-signer-title: ନିର୍ଦ୍ଦେଶକ, ସୂଚନା ଓ ଲୋକ ସମ୍ପର୍କ ବିଭାଗ	[1306, 1554, 1480, 1567]
column-header: କ୍ର.	[14, 2044, 40, 2059]
